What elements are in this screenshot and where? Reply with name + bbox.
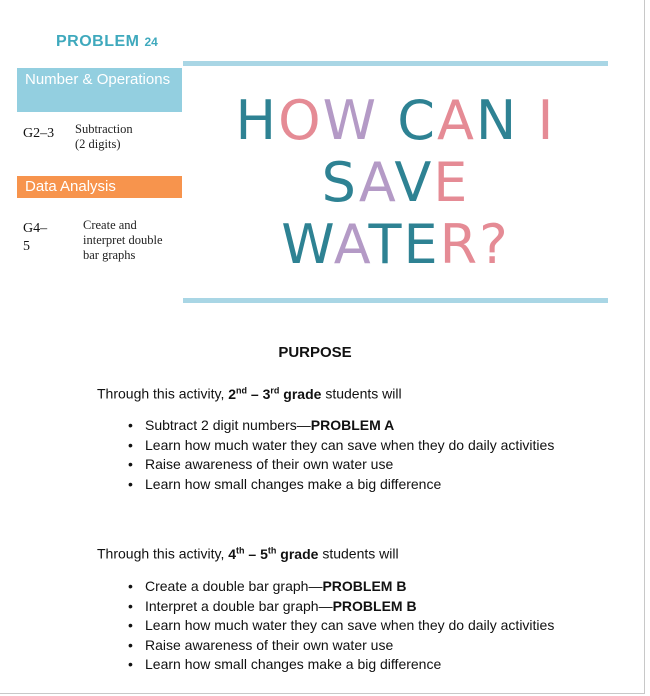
intro-grade-2-3 — [97, 385, 402, 402]
grade-range — [228, 386, 321, 402]
objectives-list-grade-2-3 — [128, 416, 554, 494]
desc-line: Subtraction — [75, 122, 133, 136]
ordinal-suffix: rd — [270, 385, 280, 395]
desc-line: Create and — [83, 218, 137, 232]
objective-text: Learn how small changes make a big difference — [145, 475, 442, 492]
title-letter: O — [278, 89, 323, 152]
standard-description — [67, 218, 163, 263]
objective-text: Create a double bar graph— — [145, 578, 323, 594]
grade-to: 5 — [260, 545, 268, 562]
objective-item — [128, 455, 554, 475]
grade-from: 4 — [228, 545, 237, 562]
objective-item — [128, 577, 554, 597]
title-letter: R — [439, 213, 480, 276]
objective-item — [128, 416, 554, 436]
objective-text: Learn how much water they can save when they do daily activities — [145, 617, 555, 633]
grade-range — [228, 546, 318, 562]
code-line: 5 — [23, 239, 30, 254]
title-letter: A — [436, 89, 476, 152]
objective-text: Subtract 2 digit numbers— — [145, 417, 311, 433]
bullet-glyph: • — [128, 617, 133, 633]
title-letter: ? — [479, 213, 510, 276]
grade-word: grade — [279, 385, 322, 402]
main-title — [183, 70, 608, 298]
objective-text: Learn how small changes make a big difference — [145, 656, 442, 672]
intro-grade-4-5 — [97, 545, 399, 562]
standard-row-subtraction — [17, 122, 182, 176]
grade-word: grade — [276, 545, 319, 562]
intro-text: students will — [321, 385, 402, 402]
title-letter — [518, 89, 537, 152]
grade-dash: – — [247, 385, 263, 402]
title-bottom-rule — [183, 298, 608, 303]
bullet-glyph: • — [128, 436, 133, 453]
objective-text: Learn how much water they can save when they do daily activities — [145, 436, 555, 453]
title-letter: E — [403, 213, 440, 276]
objective-item — [128, 636, 554, 656]
bullet-glyph: • — [128, 597, 133, 614]
title-letter: A — [358, 151, 395, 214]
title-letter: W — [322, 89, 379, 152]
objective-item — [128, 475, 554, 495]
problem-number: 24 — [144, 35, 158, 49]
grade-to: 3 — [262, 385, 271, 402]
ordinal-suffix: th — [267, 545, 277, 555]
objective-problem-ref: PROBLEM B — [322, 578, 407, 594]
objective-item — [128, 597, 554, 617]
intro-text: students will — [318, 545, 399, 562]
standard-row-bar-graphs — [17, 218, 182, 263]
objective-text: Raise awareness of their own water use — [145, 636, 394, 653]
title-letter: S — [321, 151, 359, 214]
problem-label — [56, 33, 158, 51]
standards-sidebar — [17, 68, 182, 263]
objective-text: Interpret a double bar graph— — [145, 597, 333, 614]
code-line: G4– — [23, 221, 48, 236]
title-letter: V — [394, 151, 434, 214]
title-letter: C — [397, 89, 437, 152]
grade-dash: – — [244, 545, 261, 562]
bullet-glyph: • — [128, 456, 133, 472]
title-line — [183, 152, 608, 214]
title-line — [183, 90, 608, 152]
title-letter: E — [433, 151, 470, 214]
bullet-glyph: • — [128, 475, 133, 492]
standard-code: G2–3 — [23, 126, 55, 141]
bullet-glyph: • — [128, 656, 133, 672]
intro-text: Through this activity, — [97, 385, 229, 402]
standard-description — [75, 122, 133, 176]
intro-text: Through this activity, — [97, 545, 229, 562]
purpose-heading: PURPOSE — [278, 344, 352, 361]
objective-problem-ref: PROBLEM A — [310, 417, 395, 433]
desc-line: (2 digits) — [75, 137, 121, 151]
category-data-analysis: Data Analysis — [17, 176, 182, 198]
title-top-rule — [183, 61, 608, 66]
desc-line: bar graphs — [83, 248, 136, 262]
category-number-operations: Number & Operations — [17, 68, 182, 112]
bullet-glyph: • — [128, 636, 133, 653]
bullet-glyph: • — [128, 578, 133, 594]
ordinal-suffix: nd — [236, 385, 248, 395]
title-letter: T — [368, 213, 404, 276]
objective-problem-ref: PROBLEM B — [332, 597, 417, 614]
objectives-list-grade-4-5 — [128, 577, 554, 675]
objective-item — [128, 436, 554, 456]
objective-item — [128, 616, 554, 636]
bullet-glyph: • — [128, 417, 133, 433]
title-letter — [378, 89, 397, 152]
objective-item — [128, 655, 554, 675]
grade-from: 2 — [228, 385, 237, 402]
objective-text: Raise awareness of their own water use — [145, 456, 394, 472]
desc-line: interpret double — [83, 233, 163, 247]
title-letter: H — [235, 89, 279, 152]
problem-word: PROBLEM — [56, 33, 140, 50]
ordinal-suffix: th — [236, 545, 245, 555]
title-letter: N — [475, 89, 519, 152]
title-line — [183, 214, 608, 276]
title-letter: W — [281, 213, 334, 276]
title-letter: A — [333, 213, 369, 276]
title-letter: I — [537, 89, 556, 152]
standard-code — [17, 218, 67, 263]
